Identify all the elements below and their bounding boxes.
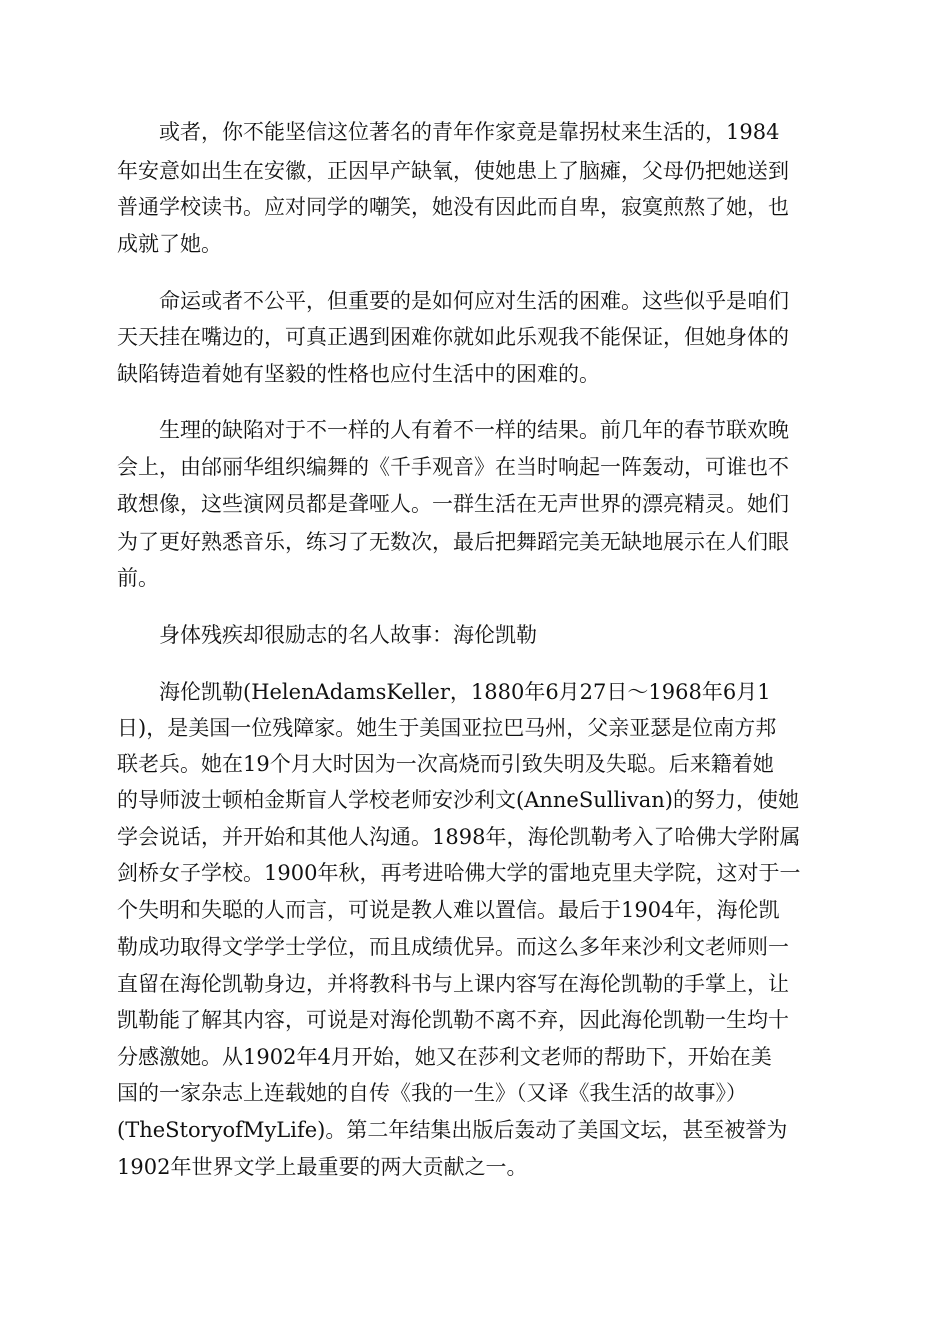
paragraph-line: 命运或者不公平，但重要的是如何应对生活的困难。这些似乎是咱们 bbox=[159, 289, 789, 313]
paragraph-line: 国的一家杂志上连载她的自传《我的一生》（又译《我生活的故事》） bbox=[117, 1081, 747, 1105]
paragraph-line: 年安意如出生在安徽，正因早产缺氧，使她患上了脑瘫，父母仍把她送到 bbox=[117, 159, 789, 183]
paragraph-line: 前。 bbox=[117, 566, 159, 590]
paragraph-line: 成就了她。 bbox=[117, 232, 222, 256]
paragraph-line: 日)，是美国一位残障家。她生于美国亚拉巴马州，父亲亚瑟是位南方邦 bbox=[117, 716, 777, 740]
section-heading: 身体残疾却很励志的名人故事：海伦凯勒 bbox=[159, 623, 537, 647]
paragraph-line: 敢想像，这些演网员都是聋哑人。一群生活在无声世界的漂亮精灵。她们 bbox=[117, 492, 789, 516]
paragraph-line: 勒成功取得文学学士学位，而且成绩优异。而这么多年来沙利文老师则一 bbox=[117, 935, 789, 959]
paragraph-line: 直留在海伦凯勒身边，并将教科书与上课内容写在海伦凯勒的手掌上，让 bbox=[117, 972, 789, 996]
paragraph-line: 或者，你不能坚信这位著名的青年作家竟是靠拐杖来生活的，1984 bbox=[159, 120, 780, 144]
paragraph-line: 剑桥女子学校。1900年秋，再考进哈佛大学的雷地克里夫学院，这对于一 bbox=[117, 861, 801, 885]
paragraph-line: 缺陷铸造着她有坚毅的性格也应付生活中的困难的。 bbox=[117, 362, 600, 386]
paragraph-line: 凯勒能了解其内容，可说是对海伦凯勒不离不弃，因此海伦凯勒一生均十 bbox=[117, 1008, 789, 1032]
paragraph-line: 个失明和失聪的人而言，可说是教人难以置信。最后于1904年，海伦凯 bbox=[117, 898, 780, 922]
paragraph-line: 普通学校读书。应对同学的嘲笑，她没有因此而自卑，寂寞煎熬了她，也 bbox=[117, 195, 789, 219]
paragraph-line: 为了更好熟悉音乐，练习了无数次，最后把舞蹈完美无缺地展示在人们眼 bbox=[117, 530, 789, 554]
paragraph-line: 海伦凯勒(HelenAdamsKeller，1880年6月27日～1968年6月1 bbox=[159, 680, 771, 704]
paragraph-line: 1902年世界文学上最重要的两大贡献之一。 bbox=[117, 1155, 528, 1179]
paragraph-line: 分感激她。从1902年4月开始，她又在莎利文老师的帮助下，开始在美 bbox=[117, 1045, 772, 1069]
paragraph-line: 联老兵。她在19个月大时因为一次高烧而引致失明及失聪。后来籍着她 bbox=[117, 752, 774, 776]
paragraph-line: (TheStoryofMyLife)。第二年结集出版后轰动了美国文坛，甚至被誉为 bbox=[117, 1118, 788, 1142]
paragraph-line: 生理的缺陷对于不一样的人有着不一样的结果。前几年的春节联欢晚 bbox=[159, 418, 789, 442]
paragraph-line: 天天挂在嘴边的，可真正遇到困难你就如此乐观我不能保证，但她身体的 bbox=[117, 325, 789, 349]
paragraph-line: 学会说话，并开始和其他人沟通。1898年，海伦凯勒考入了哈佛大学附属 bbox=[117, 825, 801, 849]
paragraph-line: 的导师波士顿柏金斯盲人学校老师安沙利文(AnneSullivan)的努力，使她 bbox=[117, 788, 799, 812]
paragraph-line: 会上，由邰丽华组织编舞的《千手观音》在当时响起一阵轰动，可谁也不 bbox=[117, 455, 789, 479]
